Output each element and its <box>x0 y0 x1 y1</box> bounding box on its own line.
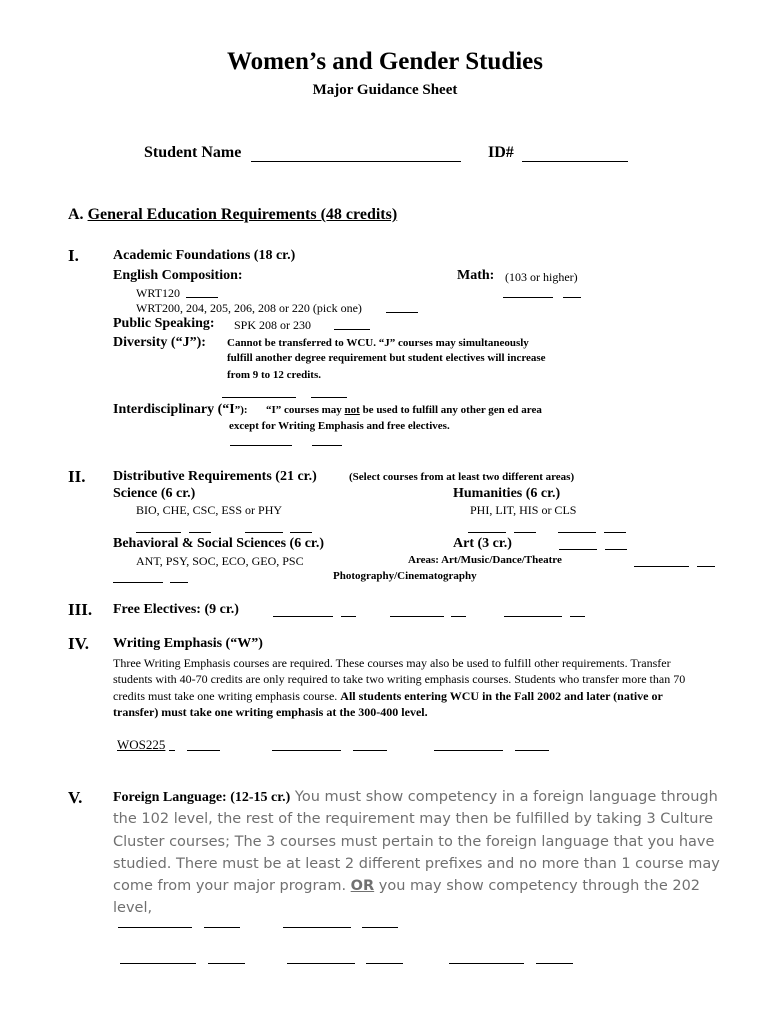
foreign-language-text-a: You must show competency in a foreign language through the 102 level, the rest of the requirement may then be fulfilled by taking 3 Culture Cluster courses; The 3 courses must pertain to the foreign language that you have studied. There must be at least 2 different prefixes and no more than 1 course may come from your major program. <box>113 789 720 895</box>
behavioral-label: Behavioral & Social Sciences (6 cr.) <box>113 536 325 551</box>
humanities-courses: PHI, LIT, HIS or CLS <box>470 503 577 517</box>
interdisciplinary-not: not <box>344 404 360 416</box>
wos225-course: WOS225 <box>117 737 166 752</box>
behavioral-course2-blank[interactable] <box>634 566 689 567</box>
id-blank[interactable] <box>522 161 628 162</box>
language1-course-blank[interactable] <box>118 927 192 928</box>
language1-credit-blank[interactable] <box>204 927 240 928</box>
foreign-language-text-b: you may show competency through the 202 level, <box>113 878 701 917</box>
distributive-note: (Select courses from at least two different areas) <box>349 471 575 483</box>
humanities-credit1-blank[interactable] <box>514 532 536 533</box>
math-label: Math: <box>457 268 495 283</box>
page-subtitle: Major Guidance Sheet <box>312 82 458 98</box>
writing-emphasis-title: Writing Emphasis (“W”) <box>113 636 263 651</box>
behavioral-credit2-blank[interactable] <box>697 566 715 567</box>
section-a-title: General Education Requirements (48 credits) <box>87 206 398 223</box>
interdisciplinary-text-b: be used to fulfill any other gen ed area <box>359 404 542 416</box>
interdisciplinary-label-text: Interdisciplinary (“I <box>113 402 235 417</box>
foreign-language-text <box>113 786 728 920</box>
diversity-text-line1: Cannot be transferred to WCU. “J” courses may simultaneously <box>227 337 529 349</box>
art-course-blank[interactable] <box>559 549 597 550</box>
interdisciplinary-text-line2: except for Writing Emphasis and free electives. <box>229 420 450 432</box>
elective1-credit-blank[interactable] <box>341 616 356 617</box>
public-speaking-label: Public Speaking: <box>113 316 215 331</box>
art-label: Art (3 cr.) <box>453 536 512 551</box>
interdisciplinary-label-close: ”): <box>234 404 248 416</box>
foreign-language-title: Foreign Language: (12-15 cr.) <box>113 790 291 805</box>
humanities-course1-blank[interactable] <box>468 532 506 533</box>
elective2-course-blank[interactable] <box>390 616 444 617</box>
writing2-course-blank[interactable] <box>272 750 341 751</box>
wrt200-courses: WRT200, 204, 205, 206, 208 or 220 (pick one) <box>136 301 362 315</box>
wos225-credit-blank[interactable] <box>187 750 220 751</box>
id-label: ID# <box>488 144 514 161</box>
student-name-blank[interactable] <box>251 161 461 162</box>
section-2-numeral: II. <box>68 467 86 486</box>
section-5-numeral: V. <box>68 788 83 807</box>
wrt120-course: WRT120 <box>136 286 180 300</box>
math-course-blank[interactable] <box>503 297 553 298</box>
wrt200-blank[interactable] <box>386 312 418 313</box>
language5-course-blank[interactable] <box>449 963 524 964</box>
science-course1-blank[interactable] <box>136 532 181 533</box>
behavioral-courses: ANT, PSY, SOC, ECO, GEO, PSC <box>136 554 304 568</box>
section-3-numeral: III. <box>68 600 93 619</box>
interdisciplinary-label <box>113 402 248 418</box>
elective3-credit-blank[interactable] <box>570 616 585 617</box>
writing2-credit-blank[interactable] <box>353 750 387 751</box>
wrt120-blank[interactable] <box>186 297 218 298</box>
behavioral-credit1-blank[interactable] <box>170 582 188 583</box>
writing3-credit-blank[interactable] <box>515 750 549 751</box>
language4-credit-blank[interactable] <box>366 963 403 964</box>
diversity-text-line2: fulfill another degree requirement but student electives will increase <box>227 352 546 364</box>
art-areas-line1: Areas: Art/Music/Dance/Theatre <box>408 554 562 566</box>
humanities-credit2-blank[interactable] <box>604 532 626 533</box>
page-title: Women’s and Gender Studies <box>226 48 544 75</box>
language3-course-blank[interactable] <box>120 963 196 964</box>
section-1-numeral: I. <box>68 246 79 265</box>
section-a-letter: A. <box>68 206 84 223</box>
section-4-numeral: IV. <box>68 634 89 653</box>
language3-credit-blank[interactable] <box>208 963 245 964</box>
art-areas-line2: Photography/Cinematography <box>333 570 477 582</box>
elective1-course-blank[interactable] <box>273 616 333 617</box>
art-credit-blank[interactable] <box>605 549 627 550</box>
interdisciplinary-credit-blank[interactable] <box>312 445 342 446</box>
elective2-credit-blank[interactable] <box>451 616 466 617</box>
language4-course-blank[interactable] <box>287 963 355 964</box>
public-speaking-course: SPK 208 or 230 <box>234 318 312 332</box>
elective3-course-blank[interactable] <box>504 616 562 617</box>
section-a-heading <box>68 206 397 224</box>
humanities-label: Humanities (6 cr.) <box>453 486 561 501</box>
science-courses: BIO, CHE, CSC, ESS or PHY <box>136 503 283 517</box>
science-course2-blank[interactable] <box>245 532 283 533</box>
foreign-language-or: OR <box>350 878 375 895</box>
behavioral-course1-blank[interactable] <box>113 582 163 583</box>
diversity-credit-blank[interactable] <box>311 397 347 398</box>
humanities-course2-blank[interactable] <box>558 532 596 533</box>
interdisciplinary-course-blank[interactable] <box>230 445 292 446</box>
science-label: Science (6 cr.) <box>113 486 196 501</box>
free-electives-title: Free Electives: (9 cr.) <box>113 602 239 617</box>
wos225-underline-tail <box>169 750 175 751</box>
writing-emphasis-regular: Three Writing Emphasis courses are required. These courses may also be used to fulfill other requirements. Transfer students with 40-70 credits are only required to take two writing emphasis courses. Students who transfer more than 70 credits must take one writing emphasis course. <box>113 656 686 703</box>
interdisciplinary-text-line1 <box>266 404 542 416</box>
language2-credit-blank[interactable] <box>362 927 398 928</box>
public-speaking-blank[interactable] <box>334 329 370 330</box>
english-composition-label: English Composition: <box>113 268 243 283</box>
diversity-text-line3: from 9 to 12 credits. <box>227 369 321 381</box>
science-credit1-blank[interactable] <box>189 532 211 533</box>
math-note: (103 or higher) <box>505 270 578 284</box>
language5-credit-blank[interactable] <box>536 963 573 964</box>
writing3-course-blank[interactable] <box>434 750 503 751</box>
academic-foundations-title: Academic Foundations (18 cr.) <box>113 248 296 263</box>
writing-emphasis-bold: All students entering WCU in the Fall 2002 and later (native or transfer) must take one writing emphasis at the 300-400 level. <box>113 688 663 720</box>
writing-emphasis-text <box>113 655 708 721</box>
interdisciplinary-text-a: “I” courses may <box>266 404 345 416</box>
science-credit2-blank[interactable] <box>290 532 312 533</box>
distributive-title: Distributive Requirements (21 cr.) <box>113 469 317 484</box>
math-credit-blank[interactable] <box>563 297 581 298</box>
language2-course-blank[interactable] <box>283 927 351 928</box>
diversity-course-blank[interactable] <box>222 397 296 398</box>
diversity-label: Diversity (“J”): <box>113 335 206 350</box>
student-name-label: Student Name <box>144 144 242 161</box>
